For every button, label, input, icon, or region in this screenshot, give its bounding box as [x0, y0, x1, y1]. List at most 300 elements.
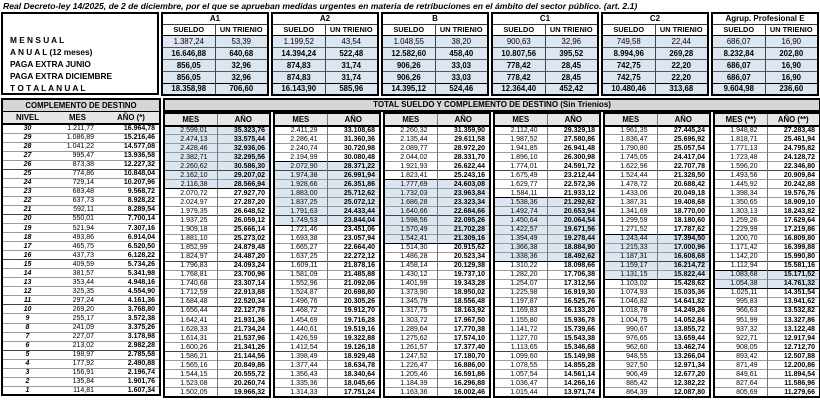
total-ano-cell: 12.507,88	[767, 352, 820, 361]
total-ano-cell: 25.666,14	[217, 225, 270, 234]
sueldo-value: 742,75	[602, 71, 655, 83]
total-ano-cell: 16.399,88	[767, 243, 820, 252]
total-ano-cell: 22.127,78	[217, 306, 270, 315]
total-ano-cell: 12.382,22	[657, 379, 710, 388]
total-value-row	[384, 261, 490, 270]
total-mes-cell: 1.078,55	[494, 361, 547, 370]
nivel-cell: 23	[2, 187, 52, 196]
total-ano-cell: 17.770,38	[437, 325, 490, 334]
total-value-row	[164, 189, 270, 198]
total-ano-cell: 24.128,72	[767, 153, 820, 162]
cd-mes-cell: 255,17	[52, 314, 103, 323]
total-value-row	[604, 315, 710, 324]
trienio-value: 33,03	[435, 59, 488, 71]
nivel-cell: 18	[2, 233, 52, 242]
total-value-row	[384, 216, 490, 225]
total-value-row	[274, 325, 380, 334]
group-header: Agrup. Profesional E	[712, 13, 818, 24]
total-ano-cell: 26.059,12	[217, 216, 270, 225]
salary-label-row	[2, 34, 158, 46]
total-mes-cell: 2.428,46	[164, 144, 217, 153]
cd-ano-cell: 8.289,54	[103, 205, 160, 214]
complemento-destino-table	[1, 98, 819, 398]
total-value-row	[604, 252, 710, 261]
trienio-value: 269,28	[655, 47, 708, 59]
total-ano-cell: 16.608,68	[657, 252, 710, 261]
salary-value-row	[272, 71, 378, 83]
total-mes-cell: 1.054,38	[714, 279, 767, 288]
total-mes-cell: 1.169,83	[494, 306, 547, 315]
destino-level-row	[2, 187, 160, 196]
total-mes-cell: 1.881,10	[164, 234, 217, 243]
total-ano-cell: 20.688,42	[657, 180, 710, 189]
total-ano-cell: 21.702,28	[437, 225, 490, 234]
total-mes-cell: 1.777,69	[384, 180, 437, 189]
total-mes-cell: 1.614,31	[164, 334, 217, 343]
trienio-value: 31,74	[325, 59, 378, 71]
total-value-row	[384, 135, 490, 144]
total-ano-cell: 14.266,16	[547, 379, 600, 388]
total-mes-cell: 1.205,46	[384, 370, 437, 379]
cd-ano-cell: 2.982,28	[103, 341, 160, 350]
total-mes-cell: 1.686,28	[384, 198, 437, 207]
total-ano-cell: 35.323,76	[217, 126, 270, 135]
cd-mes-cell: 550,01	[52, 214, 103, 223]
destino-level-row	[2, 224, 160, 233]
sueldo-value: 16.646,88	[162, 47, 215, 59]
total-mes-cell: 962,60	[604, 343, 657, 352]
total-ano-cell: 18.492,62	[547, 252, 600, 261]
total-mes-cell: 1.127,70	[494, 334, 547, 343]
total-mes-cell: 906,49	[604, 370, 657, 379]
total-group-box-c2	[603, 112, 711, 398]
total-mes-cell: 1.433,06	[604, 189, 657, 198]
total-mes-cell: 1.299,59	[604, 216, 657, 225]
total-ano-cell: 18.243,82	[767, 207, 820, 216]
cd-ano-cell: 4.554,90	[103, 287, 160, 296]
total-mes-cell: 1.412,54	[274, 343, 327, 352]
nivel-cell: 24	[2, 178, 52, 187]
total-value-row	[164, 388, 270, 397]
total-ano-cell: 23.057,94	[327, 234, 380, 243]
total-value-row	[274, 243, 380, 252]
group-header: B	[382, 13, 488, 24]
total-value-row	[274, 189, 380, 198]
total-value-row	[384, 270, 490, 279]
total-value-row	[494, 306, 600, 315]
total-ano-cell: 17.219,86	[767, 225, 820, 234]
nivel-cell: 14	[2, 269, 52, 278]
total-value-row	[714, 162, 820, 171]
total-value-row	[274, 270, 380, 279]
salary-group-header-row	[162, 13, 268, 24]
total-value-row	[384, 297, 490, 306]
total-ano-cell: 13.462,74	[657, 343, 710, 352]
total-mes-cell: 990,67	[604, 325, 657, 334]
total-ano-cell: 14.855,28	[547, 361, 600, 370]
salary-subheader-row	[382, 24, 488, 35]
cd-mes-cell: 213,02	[52, 341, 103, 350]
total-value-row	[494, 126, 600, 135]
total-mes-cell: 2.116,38	[164, 180, 217, 189]
total-value-row	[714, 261, 820, 270]
total-mes-cell: 1.937,25	[164, 216, 217, 225]
total-ano-cell: 17.180,70	[437, 352, 490, 361]
sueldo-value: 686,07	[712, 35, 765, 47]
trienio-value: 32,96	[215, 59, 268, 71]
sueldo-value: 874,83	[272, 59, 325, 71]
nivel-cell: 29	[2, 133, 52, 142]
total-value-row	[604, 325, 710, 334]
total-ano-cell: 21.328,50	[657, 171, 710, 180]
total-mes-cell: 1.226,47	[384, 361, 437, 370]
cd-ano-cell: 9.568,72	[103, 187, 160, 196]
total-ano-cell: 21.485,88	[327, 270, 380, 279]
total-mes-cell: 1.796,83	[164, 261, 217, 270]
total-ano-cell: 18.770,00	[657, 207, 710, 216]
total-ano-cell: 13.122,48	[767, 325, 820, 334]
total-mes-cell: 1.057,54	[494, 370, 547, 379]
column-header-nivel: NIVEL	[2, 111, 52, 124]
cd-mes-cell: 1.041,22	[52, 142, 103, 151]
salary-value-row	[162, 71, 268, 83]
total-ano-cell: 27.287,20	[217, 198, 270, 207]
nivel-cell: 22	[2, 196, 52, 205]
total-ano-cell: 15.171,52	[767, 270, 820, 279]
total-value-row	[714, 325, 820, 334]
total-ano-cell: 18.634,78	[327, 361, 380, 370]
column-header-ano: AÑO	[217, 113, 270, 126]
total-mes-cell: 1.852,99	[164, 243, 217, 252]
total-ano-cell: 12.971,34	[657, 361, 710, 370]
total-value-row	[164, 234, 270, 243]
total-value-row	[714, 352, 820, 361]
total-mes-cell: 1.356,43	[274, 370, 327, 379]
total-value-row	[714, 270, 820, 279]
column-header-un-trienio: UN TRIENIO	[655, 24, 708, 35]
total-mes-cell: 1.818,71	[714, 135, 767, 144]
total-ano-cell: 19.343,28	[437, 279, 490, 288]
trienio-value: 395,52	[545, 47, 598, 59]
total-mes-cell: 1.514,30	[384, 243, 437, 252]
sueldo-value: 778,42	[492, 59, 545, 71]
total-mes-cell: 948,55	[604, 352, 657, 361]
total-ano-cell: 11.894,54	[767, 370, 820, 379]
total-ano-cell: 13.971,74	[547, 388, 600, 397]
cd-mes-cell: 114,81	[52, 386, 103, 395]
salary-value-row	[712, 71, 818, 83]
total-value-row	[384, 171, 490, 180]
total-ano-cell: 15.428,62	[657, 279, 710, 288]
total-value-row	[494, 297, 600, 306]
nivel-cell: 19	[2, 224, 52, 233]
total-ano-cell: 30.720,98	[327, 144, 380, 153]
trienio-value: 522,48	[325, 47, 378, 59]
total-value-row	[714, 126, 820, 135]
complemento-destino-section	[1, 98, 161, 396]
nivel-cell: 8	[2, 323, 52, 332]
sueldo-value: 10.807,56	[492, 47, 545, 59]
total-value-row	[274, 198, 380, 207]
cd-ano-cell: 2.490,88	[103, 359, 160, 368]
trienio-value: 16,90	[765, 35, 818, 47]
total-value-row	[164, 270, 270, 279]
nivel-cell: 9	[2, 314, 52, 323]
salary-group-box-agrup-profesional-e	[711, 12, 819, 96]
total-ano-cell: 20.909,84	[767, 171, 820, 180]
total-value-row	[274, 126, 380, 135]
total-ano-cell: 24.093,24	[217, 261, 270, 270]
total-ano-cell: 13.532,82	[767, 306, 820, 315]
total-mes-cell: 1.790,80	[604, 144, 657, 153]
nivel-cell: 4	[2, 359, 52, 368]
salary-value-row	[272, 47, 378, 59]
total-mes-cell: 827,64	[714, 379, 767, 388]
salary-value-row	[382, 71, 488, 83]
total-ano-cell: 19.912,70	[327, 306, 380, 315]
total-ano-cell: 20.849,86	[217, 361, 270, 370]
trienio-value: 202,80	[765, 47, 818, 59]
salary-value-row	[492, 83, 598, 95]
total-ano-cell: 17.377,40	[437, 343, 490, 352]
total-value-row	[384, 388, 490, 397]
destino-level-row	[2, 386, 160, 395]
total-ano-cell: 13.266,04	[657, 352, 710, 361]
total-ano-cell: 17.312,56	[547, 279, 600, 288]
total-mes-cell: 1.486,28	[384, 252, 437, 261]
sueldo-value: 1.048,55	[382, 35, 435, 47]
total-ano-cell: 12.677,20	[657, 370, 710, 379]
total-ano-cell: 22.272,12	[327, 252, 380, 261]
total-ano-cell: 25.273,02	[217, 234, 270, 243]
column-header-mes: MES	[494, 113, 547, 126]
total-ano-cell: 15.990,80	[767, 252, 820, 261]
total-group-box-a1	[163, 112, 271, 398]
total-ano-cell: 23.451,06	[327, 225, 380, 234]
total-ano-cell: 16.525,76	[547, 297, 600, 306]
total-mes-cell: 1.987,52	[494, 135, 547, 144]
total-ano-cell: 13.327,86	[767, 315, 820, 324]
total-mes-cell: 1.454,69	[274, 315, 327, 324]
cd-ano-cell: 6.128,22	[103, 251, 160, 260]
total-ano-cell: 22.913,88	[217, 288, 270, 297]
total-ano-cell: 12.917,94	[767, 334, 820, 343]
total-ano-cell: 18.950,02	[437, 288, 490, 297]
total-mes-cell: 1.732,03	[384, 189, 437, 198]
total-value-row	[604, 352, 710, 361]
total-ano-cell: 20.653,94	[547, 207, 600, 216]
total-value-row	[274, 279, 380, 288]
cd-ano-cell: 5.734,26	[103, 260, 160, 269]
total-value-row	[164, 297, 270, 306]
total-value-row	[604, 162, 710, 171]
cd-mes-cell: 729,14	[52, 178, 103, 187]
cd-ano-cell: 12.227,32	[103, 160, 160, 169]
total-mes-cell: 1.628,33	[164, 325, 217, 334]
total-mes-cell: 1.401,99	[384, 279, 437, 288]
total-ano-cell: 26.648,52	[217, 207, 270, 216]
total-ano-cell: 14.249,26	[657, 306, 710, 315]
sueldo-value: 12.364,40	[492, 83, 545, 95]
salary-label-row	[2, 82, 158, 94]
trienio-value: 585,96	[325, 83, 378, 95]
salary-group-box-b	[381, 12, 489, 96]
total-ano-cell: 24.795,82	[767, 144, 820, 153]
column-header-sueldo: SUELDO	[492, 24, 545, 35]
total-mes-cell: 2.382,71	[164, 153, 217, 162]
total-ano-cell: 14.351,54	[767, 288, 820, 297]
salary-value-row	[382, 59, 488, 71]
total-value-row	[274, 135, 380, 144]
total-group-box-e	[713, 112, 820, 398]
destino-level-row	[2, 260, 160, 269]
total-mes-cell: 2.135,44	[384, 135, 437, 144]
total-value-row	[494, 153, 600, 162]
total-value-row	[164, 216, 270, 225]
salary-subheader-row	[492, 24, 598, 35]
total-ano-cell: 23.700,96	[217, 270, 270, 279]
total-value-row	[714, 243, 820, 252]
destino-level-row	[2, 359, 160, 368]
column-header-un-trienio: UN TRIENIO	[545, 24, 598, 35]
total-value-row	[494, 252, 600, 261]
total-mes-cell: 1.074,93	[604, 288, 657, 297]
salary-value-row	[382, 47, 488, 59]
column-header-ano: AÑO	[437, 113, 490, 126]
total-value-row	[494, 370, 600, 379]
salary-value-row	[602, 35, 708, 47]
column-header-sueldo: SUELDO	[712, 24, 765, 35]
total-mes-cell: 1.159,17	[604, 261, 657, 270]
total-value-row	[164, 361, 270, 370]
total-mes-cell: 1.921,93	[384, 162, 437, 171]
total-ano-cell: 17.751,24	[327, 388, 380, 397]
nivel-cell: 5	[2, 350, 52, 359]
group-header: A1	[162, 13, 268, 24]
total-mes-cell: 1.099,60	[494, 352, 547, 361]
total-mes-cell: 1.468,72	[274, 306, 327, 315]
total-mes-cell: 1.909,18	[164, 225, 217, 234]
column-header-sueldo: SUELDO	[382, 24, 435, 35]
total-ano-cell: 26.622,44	[437, 162, 490, 171]
total-mes-cell: 1.275,62	[384, 334, 437, 343]
total-value-row	[274, 297, 380, 306]
total-value-row	[494, 270, 600, 279]
total-value-row	[384, 207, 490, 216]
trienio-value: 22,20	[655, 59, 708, 71]
total-mes-cell: 1.542,41	[384, 234, 437, 243]
salary-subheader-row	[162, 24, 268, 35]
complemento-destino-title: COMPLEMENTO DE DESTINO	[2, 99, 160, 111]
total-value-row	[164, 225, 270, 234]
sueldo-value: 12.582,60	[382, 47, 435, 59]
destino-level-row	[2, 124, 160, 133]
salary-row-label: A N U A L (12 meses)	[10, 47, 93, 57]
total-value-row	[494, 234, 600, 243]
total-ano-cell: 20.049,18	[657, 189, 710, 198]
total-ano-cell: 19.671,56	[547, 225, 600, 234]
total-value-row	[604, 243, 710, 252]
total-mes-cell: 1.675,49	[494, 171, 547, 180]
document-title: Real Decreto-ley 14/2025, de 2 de diciembre, por el que se aprueban medidas urgentes en materia de retribuciones en el ámbito del sector público. (art. 2.1)	[3, 1, 638, 11]
total-mes-cell: 1.345,79	[384, 297, 437, 306]
column-header-a-o: AÑO (*)	[103, 111, 160, 124]
total-value-row	[494, 135, 600, 144]
total-mes-cell: 849,61	[714, 370, 767, 379]
total-ano-cell: 15.346,68	[547, 343, 600, 352]
total-ano-cell: 25.712,62	[327, 189, 380, 198]
salary-label-row	[2, 70, 158, 82]
total-ano-cell: 22.520,34	[217, 297, 270, 306]
total-header-row	[164, 113, 270, 126]
total-ano-cell: 23.307,14	[217, 279, 270, 288]
total-mes-cell: 1.600,26	[164, 343, 217, 352]
total-mes-cell: 1.310,22	[494, 261, 547, 270]
total-value-row	[274, 216, 380, 225]
total-ano-cell: 18.884,90	[547, 243, 600, 252]
total-value-row	[274, 352, 380, 361]
salary-value-row	[602, 71, 708, 83]
nivel-cell: 27	[2, 151, 52, 160]
total-mes-cell: 1.113,65	[494, 343, 547, 352]
total-ano-cell: 15.149,98	[547, 352, 600, 361]
total-ano-cell: 18.340,64	[327, 370, 380, 379]
total-mes-cell: 864,39	[604, 388, 657, 397]
total-ano-cell: 24.433,44	[327, 207, 380, 216]
total-ano-cell: 26.351,86	[327, 180, 380, 189]
nivel-cell: 16	[2, 251, 52, 260]
total-ano-cell: 20.698,80	[327, 288, 380, 297]
cd-ano-cell: 7.307,16	[103, 224, 160, 233]
total-mes-cell: 2.240,74	[274, 144, 327, 153]
sueldo-value: 906,26	[382, 71, 435, 83]
total-mes-cell: 1.200,70	[714, 234, 767, 243]
total-value-row	[164, 306, 270, 315]
salary-summary-table	[1, 12, 819, 96]
total-value-row	[274, 144, 380, 153]
total-mes-cell: 1.458,14	[384, 261, 437, 270]
total-mes-cell: 1.723,48	[714, 153, 767, 162]
total-ano-cell: 17.787,62	[657, 225, 710, 234]
total-value-row	[274, 225, 380, 234]
total-value-row	[714, 370, 820, 379]
total-mes-cell: 1.492,74	[494, 207, 547, 216]
nivel-cell: 20	[2, 214, 52, 223]
total-value-row	[494, 288, 600, 297]
total-value-row	[604, 388, 710, 397]
total-value-row	[714, 388, 820, 397]
column-header-ano: AÑO	[657, 113, 710, 126]
total-value-row	[494, 279, 600, 288]
destino-level-row	[2, 341, 160, 350]
total-mes-cell: 1.440,61	[274, 325, 327, 334]
total-ano-cell: 30.080,48	[327, 153, 380, 162]
trienio-value: 452,42	[545, 83, 598, 95]
cd-mes-cell: 227,07	[52, 332, 103, 341]
nivel-cell: 12	[2, 287, 52, 296]
total-mes-cell: 951,99	[714, 315, 767, 324]
destino-level-row	[2, 287, 160, 296]
total-value-row	[274, 180, 380, 189]
destino-title-row	[2, 99, 160, 111]
total-mes-cell: 1.622,96	[604, 162, 657, 171]
destino-level-row	[2, 142, 160, 151]
total-value-row	[604, 198, 710, 207]
cd-mes-cell: 156,91	[52, 368, 103, 377]
total-mes-cell: 2.599,01	[164, 126, 217, 135]
column-header-un-trienio: UN TRIENIO	[215, 24, 268, 35]
total-ano-cell: 23.963,84	[437, 189, 490, 198]
